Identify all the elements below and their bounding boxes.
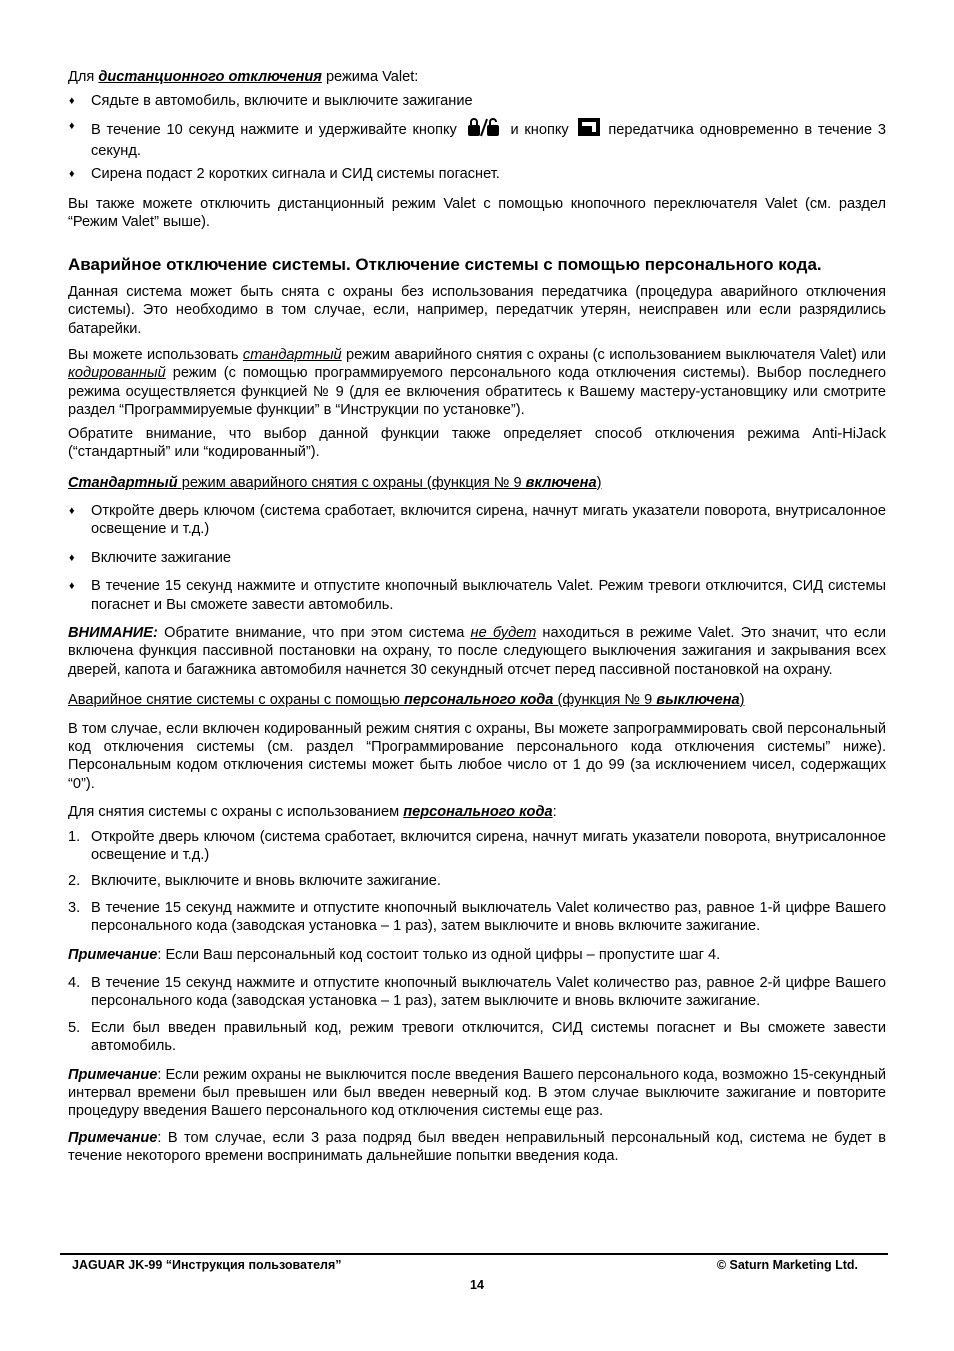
bullet-item: [68, 92, 886, 110]
note-paragraph: [68, 1066, 886, 1121]
intro-text-end: режима Valet:: [321, 69, 419, 85]
step-text: Откройте дверь ключом (система сработает, включится сирена, начнут мигать указатели поворота, внутрисалонное освещение и т.д.): [91, 828, 886, 863]
step-number: 2.: [68, 873, 81, 890]
bullet-text: В течение 10 секунд нажмите и удерживайте кнопку: [91, 121, 457, 138]
text: Для снятия системы с охраны с использованием: [68, 804, 404, 821]
step-number: 3.: [68, 899, 81, 916]
text: Вы можете использовать: [68, 347, 243, 364]
bullet-text: Откройте дверь ключом (система сработает, включится сирена, начнут мигать указатели поворота, внутрисалонное освещение и т.д.): [91, 502, 886, 538]
text: Обратите внимание, что при этом система: [157, 624, 471, 641]
text: ): [596, 474, 602, 491]
note-paragraph: [68, 1129, 886, 1166]
text: : Если режим охраны не выключится после введения Вашего персонального кода, возможно 15-секундный интервал времени был превышен или был введен неверный код. В этом случае выключите зажигание и повторите процедуру введения Вашего персонального код отключения системы еще раз.: [68, 1066, 886, 1120]
warning-label: ВНИМАНИЕ:: [68, 624, 158, 641]
text: режим аварийного снятия с охраны (с использованием выключателя Valet) или: [341, 347, 886, 364]
bullet-text: Сядьте в автомобиль, включите и выключите зажигание: [91, 93, 473, 110]
bullet-text: Включите зажигание: [91, 549, 232, 566]
emphasis: персонального кода: [403, 804, 553, 821]
list-item: [68, 899, 886, 936]
lock-unlock-icon: [465, 117, 503, 142]
bullet-text: Сирена подаст 2 коротких сигнала и СИД системы погаснет.: [91, 165, 500, 182]
page-number: 14: [470, 1278, 484, 1292]
step-text: Включите, выключите и вновь включите зажигание.: [91, 873, 441, 890]
bullet-text: передатчика одновременно в течение 3 секунд.: [91, 121, 886, 160]
section-heading: Аварийное отключение системы. Отключение системы с помощью персонального кода.: [68, 254, 822, 274]
paragraph: [68, 803, 886, 821]
list-item: [68, 974, 886, 1011]
note-label: Примечание: [68, 946, 158, 963]
text: режим аварийного снятия с охраны (функция № 9: [177, 474, 526, 491]
warning-paragraph: [68, 624, 886, 679]
step-number: 5.: [68, 1019, 81, 1036]
emphasis: кодированный: [68, 365, 166, 382]
bullet-item: [68, 117, 886, 161]
text: режим (с помощью программируемого персонального кода отключения системы). Выбор последнего режима осуществляется функцией № 9 (для ее включения обратитесь к Вашему мастеру-установщику или смотрите раздел “Программируемые функции” в “Инструкции по установке”).: [68, 365, 886, 419]
paragraph: В том случае, если включен кодированный режим снятия с охраны, Вы можете запрограммировать свой персональный код отключения системы (см. раздел “Программирование персонального кода отключения системы” ниже). Персональным кодом отключения системы может быть любое число от 1 до 99 (за исключением чисел, содержащих “0”).: [68, 720, 886, 792]
text: :: [552, 804, 557, 821]
step-number: 4.: [68, 975, 81, 992]
emphasis: персонального кода: [404, 692, 554, 709]
paragraph: [68, 346, 886, 420]
step-text: В течение 15 секунд нажмите и отпустите кнопочный выключатель Valet количество раз, равное 1-й цифре Вашего персонального кода (заводская установка – 1 раз), затем выключите и вновь включите зажигание.: [91, 899, 886, 935]
emphasis: не будет: [470, 624, 537, 641]
paragraph: Обратите внимание, что выбор данной функции также определяет способ отключения режима Anti-HiJack (“стандартный” или “кодированный”).: [68, 425, 886, 461]
text: находиться в режиме Valet. Это значит, что если включена функция пассивной постановки на охрану, то после следующего выключения зажигания и закрывания всех дверей, капота и багажника автомобиля начнется 30 секундный отсчет перед пассивной постановкой на охрану.: [68, 624, 886, 678]
bullet-item: [68, 502, 886, 539]
paragraph: Данная система может быть снята с охраны без использования передатчика (процедура аварийного отключения системы). Это необходимо в том случае, если, например, передатчик утерян, неисправен или если разрядились батарейки.: [68, 283, 886, 337]
bullet-text: В течение 15 секунд нажмите и отпустите кнопочный выключатель Valet. Режим тревоги отключится, СИД системы погаснет и Вы сможете завести автомобиль.: [91, 578, 886, 613]
subsection-title: [68, 691, 886, 709]
valet-remote-intro: [68, 68, 886, 86]
bullet-item: [68, 165, 886, 183]
note-label: Примечание: [68, 1129, 158, 1146]
emphasis: стандартный: [242, 347, 342, 364]
emphasis: Стандартный: [68, 474, 178, 491]
step-text: В течение 15 секунд нажмите и отпустите кнопочный выключатель Valet количество раз, равное 2-й цифре Вашего персонального кода (заводская установка – 1 раз), затем выключите и вновь включите зажигание.: [91, 975, 886, 1010]
footer-copyright: © Saturn Marketing Ltd.: [716, 1258, 858, 1272]
text: Аварийное снятие системы с охраны с помощью: [68, 692, 404, 709]
bullet-text: и кнопку: [510, 121, 569, 138]
emphasis: включена: [525, 474, 597, 491]
list-item: [68, 1019, 886, 1056]
text: : Если Ваш персональный код состоит только из одной цифры – пропустите шаг 4.: [157, 946, 721, 963]
bullet-item: [68, 549, 886, 567]
intro-text: Для: [68, 69, 99, 85]
bullet-item: [68, 577, 886, 614]
subsection-title: [68, 474, 886, 492]
list-item: [68, 872, 886, 890]
footer-title: JAGUAR JK-99 “Инструкция пользователя”: [72, 1258, 342, 1272]
intro-emphasis: дистанционного отключения: [98, 69, 322, 85]
text: ): [739, 692, 745, 709]
note-label: Примечание: [68, 1066, 158, 1083]
text: : В том случае, если 3 раза подряд был введен неправильный персональный код, система не будет в течение некоторого времени воспринимать дальнейшие попытки введения кода.: [68, 1129, 886, 1165]
list-item: [68, 828, 886, 865]
emphasis: выключена: [656, 692, 740, 709]
step-text: Если был введен правильный код, режим тревоги отключится, СИД системы погаснет и Вы сможете завести автомобиль.: [91, 1019, 886, 1055]
step-number: 1.: [68, 828, 81, 845]
paragraph: Вы также можете отключить дистанционный режим Valet с помощью кнопочного переключателя Valet (см. раздел “Режим Valet” выше).: [68, 196, 886, 231]
text: (функция № 9: [553, 692, 657, 709]
trunk-icon: [577, 117, 601, 142]
document-page: [68, 68, 886, 1166]
footer-divider: [60, 1253, 888, 1255]
note-paragraph: [68, 946, 886, 964]
